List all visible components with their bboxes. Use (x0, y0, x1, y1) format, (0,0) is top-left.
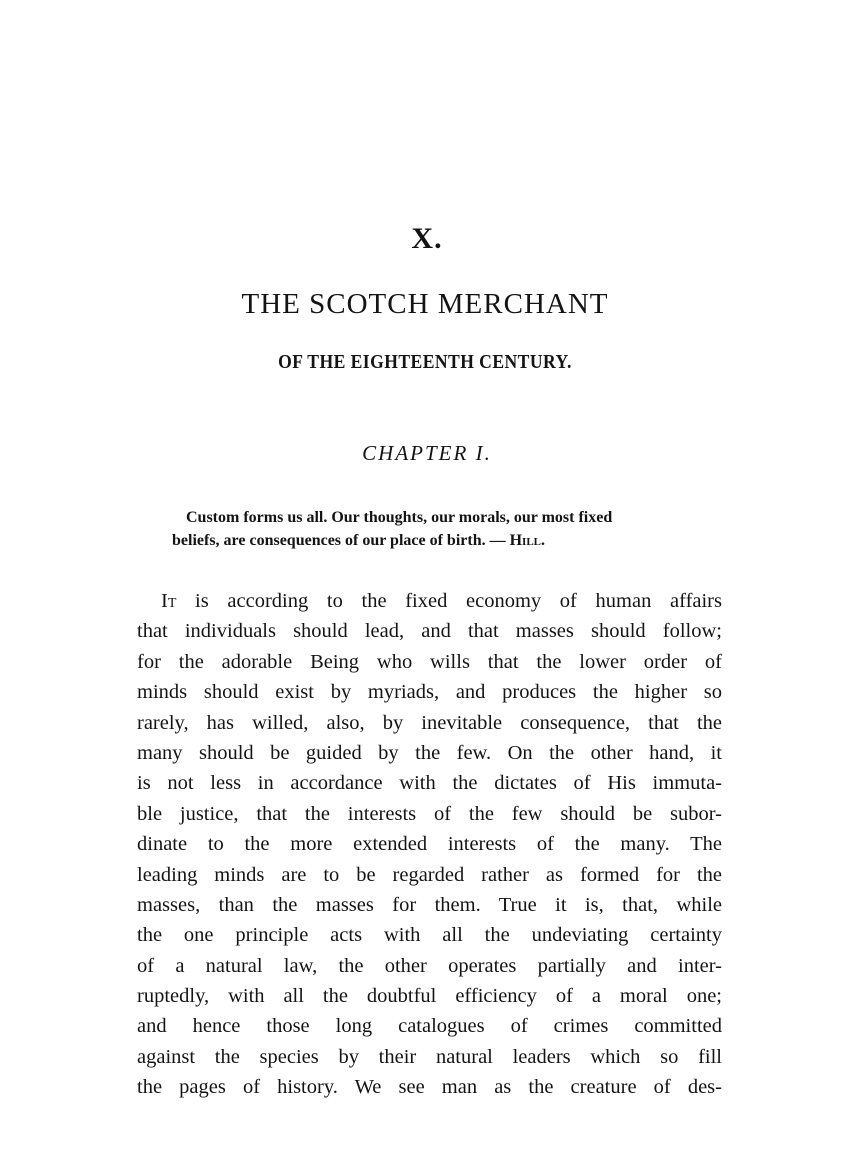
body-line: masses, than the masses for them. True it is, that, while (137, 893, 722, 916)
body-line: ruptedly, with all the doubtful efficiency of a moral one; (137, 985, 722, 1008)
body-line: minds should exist by myriads, and produces the higher so (137, 681, 722, 704)
body-line: rarely, has willed, also, by inevitable consequence, that the (137, 711, 722, 734)
body-line: for the adorable Being who wills that the lower order of (137, 650, 722, 673)
body-line: many should be guided by the few. On the other hand, it (137, 741, 722, 764)
body-line: against the species by their natural leaders which so fill (137, 1045, 722, 1068)
body-line: that individuals should lead, and that masses should follow; (137, 620, 722, 643)
body-paragraph (137, 586, 722, 1103)
epigraph-line: Custom forms us all. Our thoughts, our morals, our most fixed (186, 509, 613, 526)
body-line: ble justice, that the interests of the few should be subor- (137, 802, 722, 825)
epigraph-text: beliefs, are consequences of our place of birth. — (172, 532, 510, 549)
chapter-heading: CHAPTER I. (362, 441, 492, 465)
body-line: the one principle acts with all the undeviating certainty (137, 924, 722, 947)
epigraph-line (172, 529, 692, 552)
body-line-text: is according to the fixed economy of human affairs (176, 590, 722, 612)
epigraph-attribution: Hill. (509, 532, 546, 549)
body-line: and hence those long catalogues of crimes committed (137, 1015, 722, 1038)
essay-subtitle: OF THE EIGHTEENTH CENTURY. (278, 351, 572, 373)
body-line (137, 586, 722, 616)
section-numeral: X. (411, 222, 443, 255)
body-line: the pages of history. We see man as the creature of des- (137, 1076, 722, 1099)
essay-title: THE SCOTCH MERCHANT (241, 288, 609, 320)
body-line: is not less in accordance with the dictates of His immuta- (137, 772, 722, 795)
body-line: of a natural law, the other operates partially and inter- (137, 954, 722, 977)
body-line: leading minds are to be regarded rather as formed for the (137, 863, 722, 886)
lead-word: It (161, 590, 177, 612)
body-line: dinate to the more extended interests of the many. The (137, 833, 722, 856)
epigraph (172, 506, 692, 552)
